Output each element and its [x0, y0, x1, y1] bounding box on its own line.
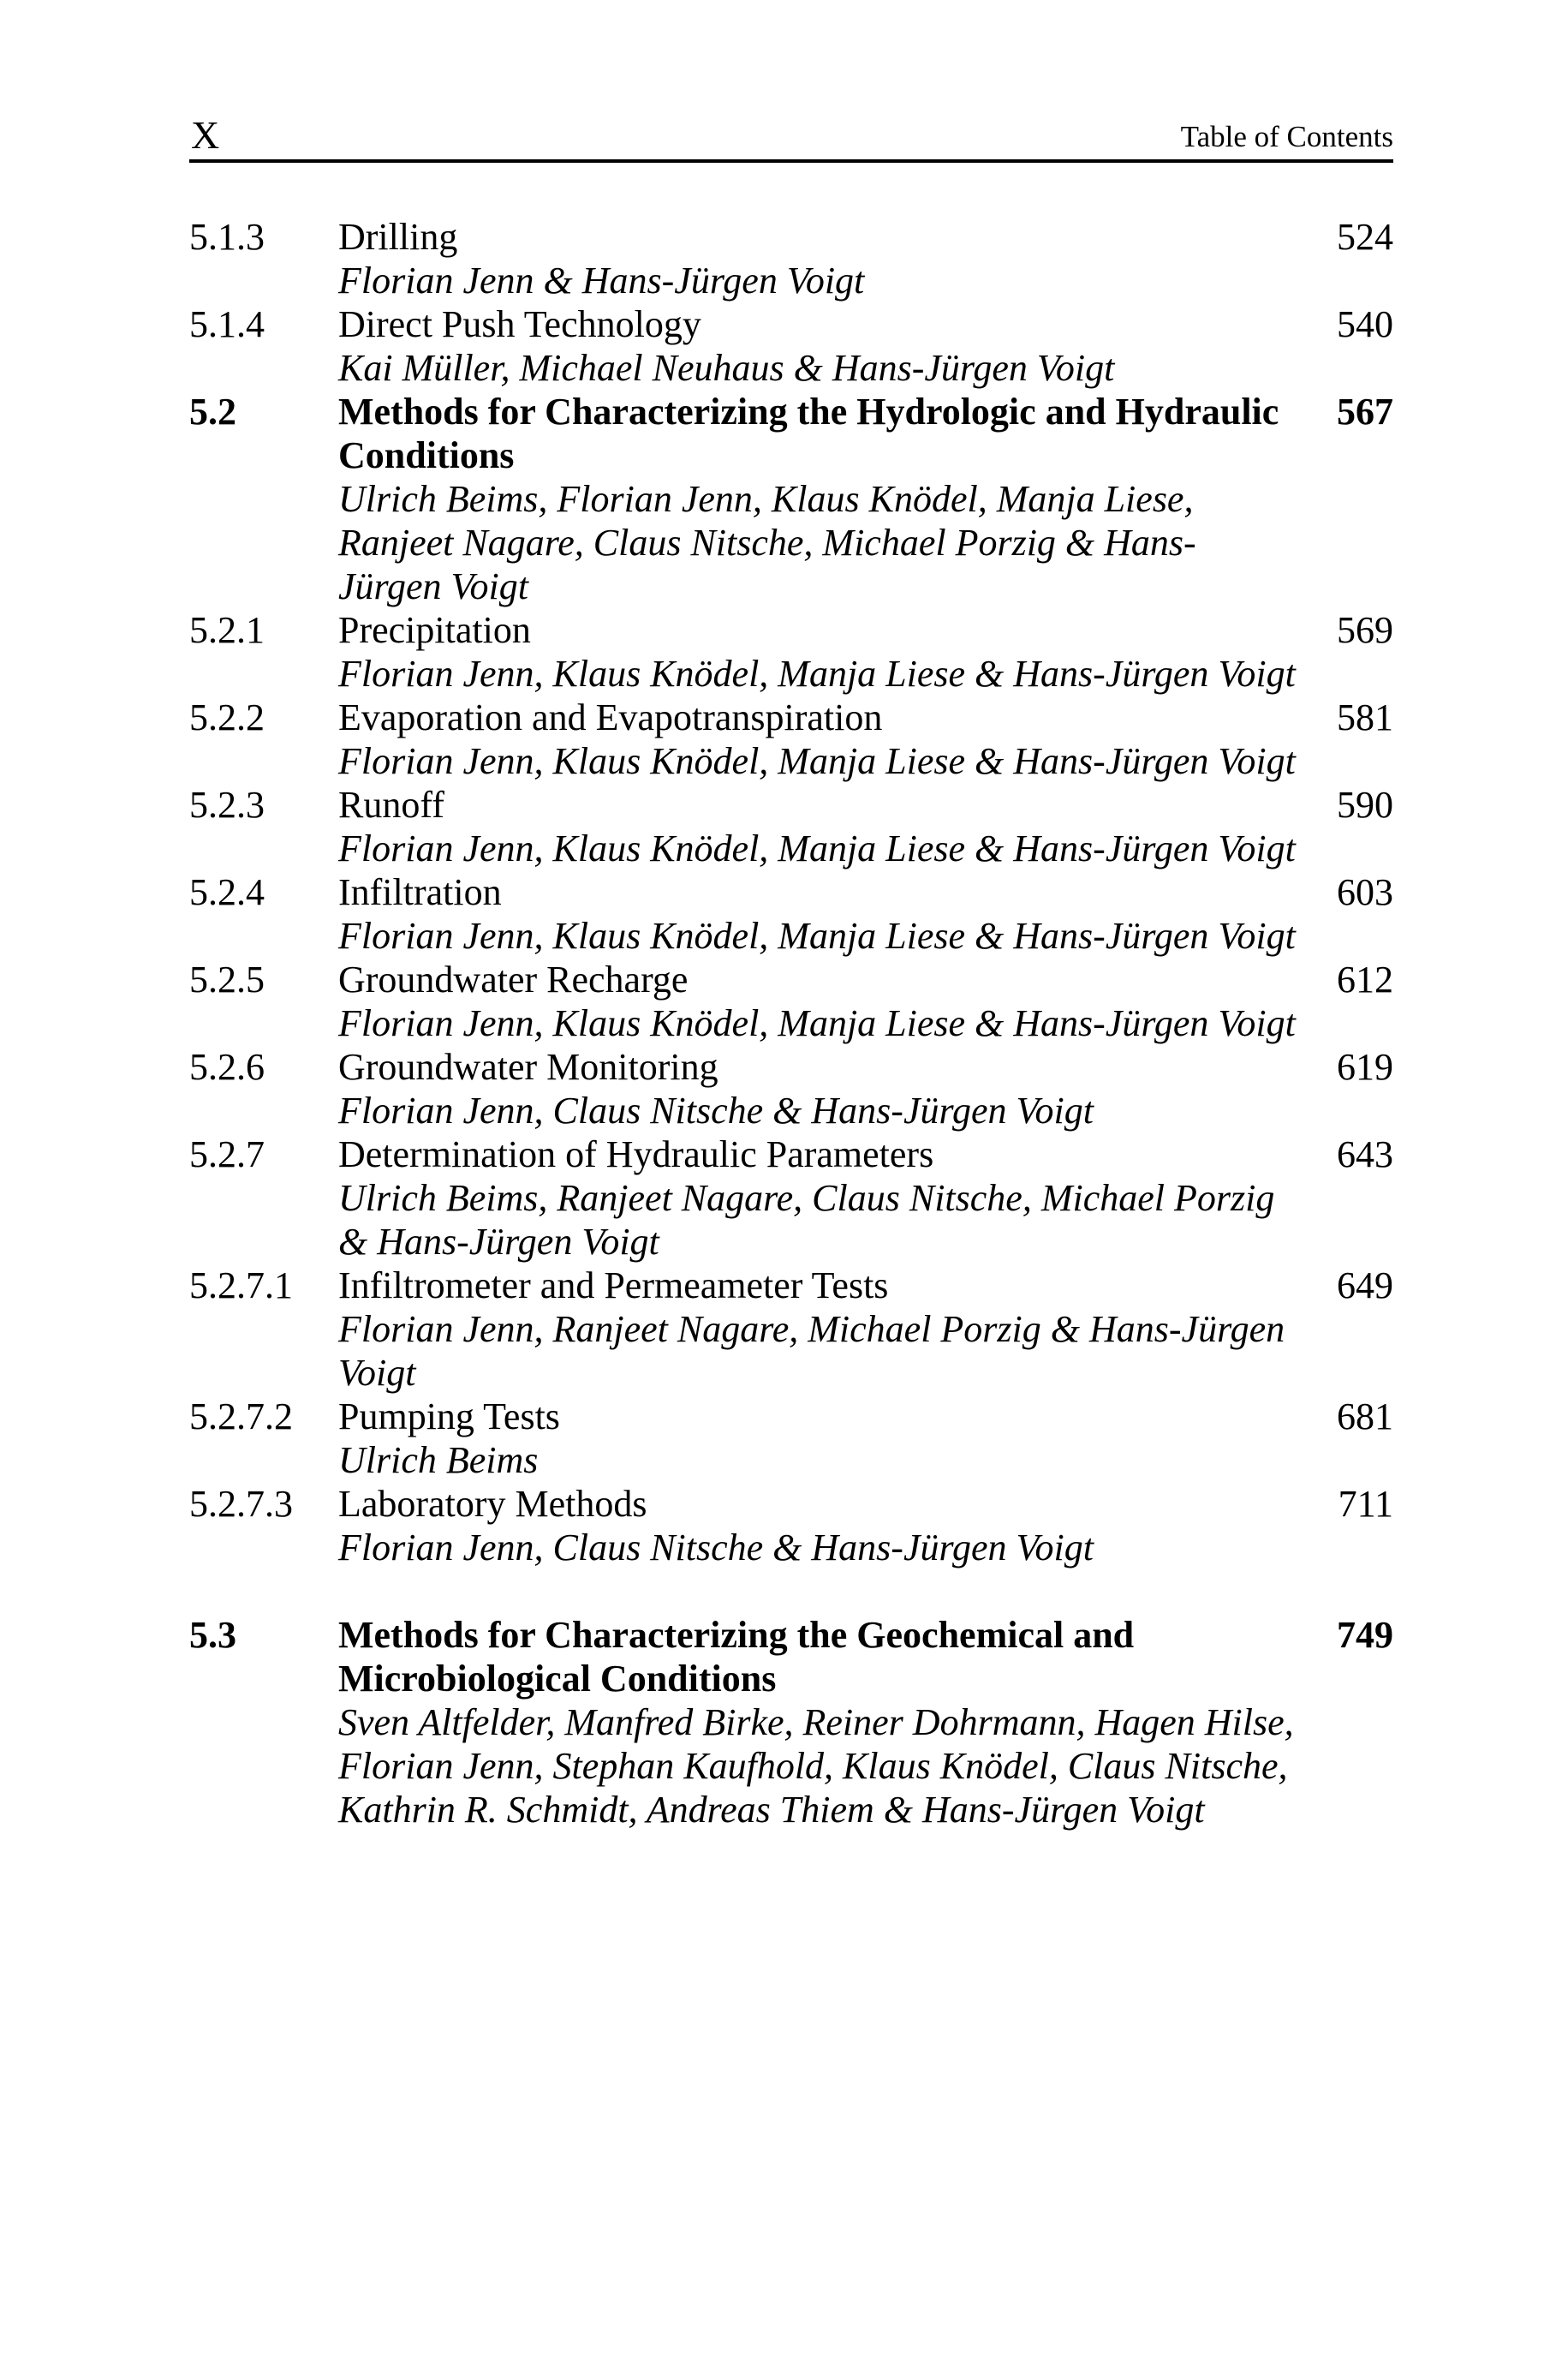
toc-entry-5-2-7-2	[189, 1395, 1393, 1482]
section-authors: Kai Müller, Michael Neuhaus & Hans-Jürgen Voigt	[338, 347, 1115, 389]
page-reference: 603	[1337, 871, 1393, 913]
entry-body	[338, 1264, 1297, 1395]
section-authors: Florian Jenn, Klaus Knödel, Manja Liese & Hans-Jürgen Voigt	[338, 1002, 1296, 1044]
entry-body	[338, 215, 1297, 302]
section-title: Direct Push Technology	[338, 303, 701, 345]
entry-body	[338, 696, 1297, 783]
page-reference: 681	[1337, 1395, 1393, 1437]
section-title: Methods for Characterizing the Geochemical and Microbiological Conditions	[338, 1614, 1135, 1700]
toc-entry-5-2-1	[189, 608, 1393, 696]
entry-body	[338, 783, 1297, 870]
page-reference: 649	[1337, 1264, 1393, 1306]
section-number: 5.2.4	[189, 871, 265, 913]
section-authors: Florian Jenn, Ranjeet Nagare, Michael Porzig & Hans-Jürgen Voigt	[338, 1308, 1285, 1394]
toc-entry-5-2-4	[189, 870, 1393, 958]
page-reference: 567	[1337, 391, 1393, 433]
section-authors: Florian Jenn, Klaus Knödel, Manja Liese & Hans-Jürgen Voigt	[338, 740, 1296, 782]
entry-body	[338, 1395, 1297, 1482]
toc-entry-5-2-6	[189, 1045, 1393, 1132]
toc-entry-5-2-7	[189, 1132, 1393, 1264]
page-reference: 619	[1337, 1046, 1393, 1088]
section-authors: Florian Jenn, Claus Nitsche & Hans-Jürgen Voigt	[338, 1527, 1094, 1568]
entry-body	[338, 302, 1297, 390]
section-number: 5.2.6	[189, 1046, 265, 1088]
section-number: 5.2.1	[189, 609, 265, 651]
toc-entry-5-3	[189, 1613, 1393, 1831]
section-title: Precipitation	[338, 609, 531, 651]
page-reference: 612	[1337, 959, 1393, 1001]
toc-entry-5-2-2	[189, 696, 1393, 783]
section-authors: Florian Jenn, Klaus Knödel, Manja Liese & Hans-Jürgen Voigt	[338, 653, 1296, 695]
toc-entry-5-2-3	[189, 783, 1393, 870]
page-reference: 540	[1337, 303, 1393, 345]
page-reference: 590	[1337, 784, 1393, 826]
section-title: Infiltrometer and Permeameter Tests	[338, 1264, 889, 1306]
section-title: Infiltration	[338, 871, 502, 913]
toc-entry-5-2-5	[189, 958, 1393, 1045]
section-title: Determination of Hydraulic Parameters	[338, 1133, 934, 1175]
section-authors: Sven Altfelder, Manfred Birke, Reiner Dohrmann, Hagen Hilse, Florian Jenn, Stephan Kaufhold, Klaus Knödel, Claus Nitsche, Kathrin R. Schmidt, Andreas Thiem & Hans-Jürgen Voigt	[338, 1701, 1294, 1831]
section-authors: Ulrich Beims, Florian Jenn, Klaus Knödel, Manja Liese, Ranjeet Nagare, Claus Nitsche, Michael Porzig & Hans-Jürgen Voigt	[338, 478, 1196, 607]
page-reference: 569	[1337, 609, 1393, 651]
section-title: Methods for Characterizing the Hydrologic and Hydraulic Conditions	[338, 391, 1279, 476]
section-title: Groundwater Monitoring	[338, 1046, 718, 1088]
section-authors: Florian Jenn, Claus Nitsche & Hans-Jürgen Voigt	[338, 1090, 1094, 1132]
section-authors: Ulrich Beims, Ranjeet Nagare, Claus Nitsche, Michael Porzig & Hans-Jürgen Voigt	[338, 1177, 1275, 1263]
section-number: 5.1.4	[189, 303, 265, 345]
section-number: 5.3	[189, 1614, 236, 1656]
section-title: Laboratory Methods	[338, 1483, 647, 1525]
section-authors: Florian Jenn, Klaus Knödel, Manja Liese & Hans-Jürgen Voigt	[338, 828, 1296, 869]
section-number: 5.2.5	[189, 959, 265, 1001]
section-title: Runoff	[338, 784, 444, 826]
toc-entry-5-2	[189, 390, 1393, 608]
section-number: 5.2.7.3	[189, 1483, 293, 1525]
page-reference: 581	[1337, 696, 1393, 738]
section-number: 5.2.2	[189, 696, 265, 738]
entry-body	[338, 1482, 1297, 1569]
page-reference: 711	[1338, 1483, 1393, 1525]
entry-body	[338, 1613, 1297, 1831]
table-of-contents	[189, 215, 1393, 1831]
section-authors: Florian Jenn, Klaus Knödel, Manja Liese & Hans-Jürgen Voigt	[338, 915, 1296, 957]
page-reference: 749	[1337, 1614, 1393, 1656]
section-number: 5.2	[189, 391, 236, 433]
section-authors: Ulrich Beims	[338, 1439, 539, 1481]
section-number: 5.1.3	[189, 216, 265, 258]
section-authors: Florian Jenn & Hans-Jürgen Voigt	[338, 260, 865, 302]
entry-body	[338, 608, 1297, 696]
section-title: Drilling	[338, 216, 458, 258]
toc-entry-5-1-4	[189, 302, 1393, 390]
toc-entry-5-1-3	[189, 215, 1393, 302]
running-header	[189, 111, 1393, 163]
section-title: Groundwater Recharge	[338, 959, 689, 1001]
entry-body	[338, 390, 1297, 608]
page-reference: 524	[1337, 216, 1393, 258]
page-number: X	[191, 113, 220, 157]
running-title: Table of Contents	[1180, 120, 1393, 153]
toc-entry-5-2-7-1	[189, 1264, 1393, 1395]
entry-body	[338, 958, 1297, 1045]
section-number: 5.2.7	[189, 1133, 265, 1175]
entry-body	[338, 870, 1297, 958]
section-number: 5.2.3	[189, 784, 265, 826]
entry-body	[338, 1132, 1297, 1264]
section-number: 5.2.7.1	[189, 1264, 293, 1306]
section-title: Pumping Tests	[338, 1395, 560, 1437]
page-reference: 643	[1337, 1133, 1393, 1175]
toc-entry-5-2-7-3	[189, 1482, 1393, 1569]
section-title: Evaporation and Evapotranspiration	[338, 696, 883, 738]
section-number: 5.2.7.2	[189, 1395, 293, 1437]
entry-body	[338, 1045, 1297, 1132]
